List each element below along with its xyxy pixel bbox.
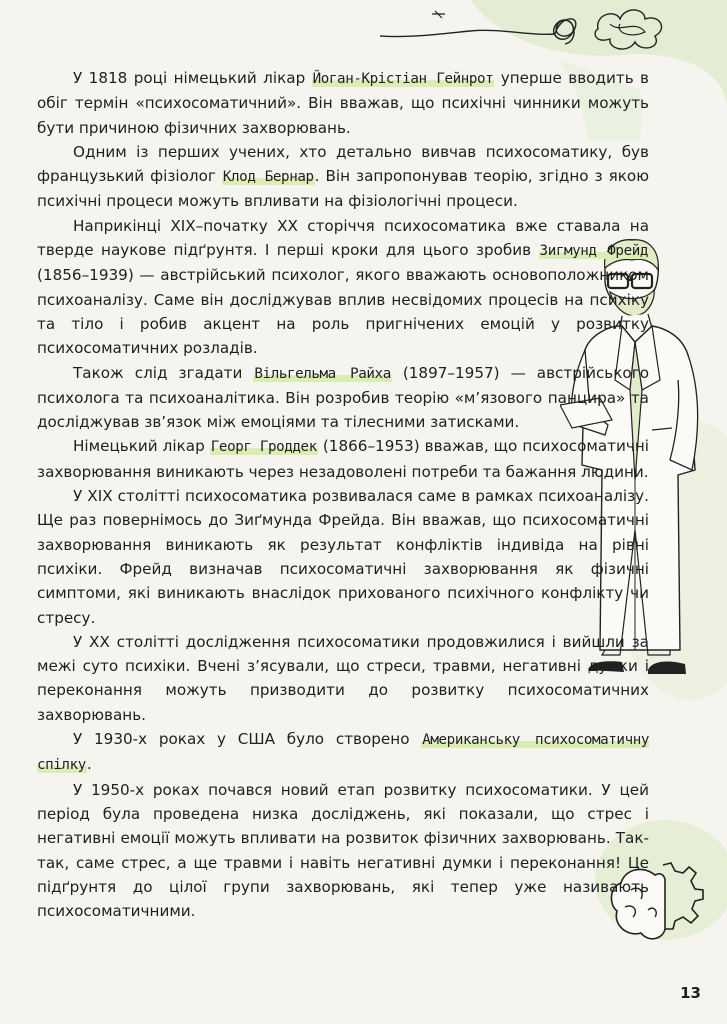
highlighted-name: Клод Бернар: [222, 169, 314, 186]
paragraph: [37, 434, 649, 484]
highlighted-name: Зигмунд Фрейд: [539, 243, 648, 260]
paragraph-text: У 1950-х роках почався новий етап розвитку психосоматики. У цей період була проведена низка досліджень, які показали, що стрес і негативні емоції можуть впливати на розвиток фізичних захворювань. Так-так, саме стрес, а ще травми і навіть негативні думки і переконання! Це підґрунтя до цілої групи захворювань, які тепер уже називають психосоматичними.: [37, 780, 649, 921]
paragraph-text: уперше вводить в обіг термін «психосоматичний». Він вважав, що психічні чинники можуть бути причиною фізичних захворювань.: [37, 69, 649, 137]
paragraph-text: Також слід згадати: [73, 363, 254, 382]
paragraph-text: Наприкінці XIX–початку XX сторіччя психосоматика вже ставала на тверде наукове підґрунтя. І перші кроки для цього зробив: [37, 216, 649, 260]
paragraph: [37, 361, 649, 435]
paragraph-text: (1866–1953) вважав, що психосоматичні захворювання виникають через незадоволені потреби та бажання людини.: [37, 437, 649, 481]
paragraph-text: .: [86, 755, 92, 774]
paragraph-text: У 1818 році німецький лікар: [73, 69, 312, 87]
paragraph: [37, 727, 649, 778]
paragraph-text: . Він запропонував теорію, згідно з якою психічні процеси можуть впливати на фізіологічні процеси.: [37, 167, 649, 211]
page-number: 13: [680, 984, 701, 1002]
paragraph-text: У XIX столітті психосоматика розвивалася саме в рамках психоаналізу. Ще раз повернімось до Зиґмунда Фрейда. Він вважав, що психосоматичні захворювання виникають як результат конфліктів індивіда на рівні психіки. Фрейд визначав психосоматичні захворювання як фізичні симптоми, які виникають внаслідок прихованого психічного конфлікту чи стресу.: [37, 487, 649, 627]
paragraph-text: Одним із перших учених, хто детально вивчав психосоматику, був французький фізіолог: [37, 142, 649, 186]
paragraph-text: У 1930-х роках у США було створено: [73, 730, 422, 749]
paragraph: [37, 484, 649, 630]
paragraph: [37, 630, 649, 727]
paragraph-text: У XX столітті дослідження психосоматики продовжилися і вийшли за межі суто психіки. Вчені з’ясували, що стреси, травми, негативні думки і переконання можуть призводити до розвитку психосоматичних захворювань.: [37, 632, 649, 724]
article-body: [37, 66, 649, 923]
paragraph-text: Німецький лікар: [73, 437, 210, 456]
paragraph-text: (1856–1939) — австрійський психолог, якого вважають основоположником психоаналізу. Саме він досліджував вплив несвідомих процесів на психіку та тіло і робив акцент на роль пригнічених емоцій у розвитку психосоматичних розладів.: [37, 266, 649, 358]
scribble-doodle-icon: [380, 6, 580, 56]
paragraph: [37, 214, 649, 361]
highlighted-name: Вільгельма Райха: [254, 365, 391, 382]
paragraph: [37, 66, 649, 140]
highlighted-name: Американську психосоматичну спілку: [37, 732, 649, 774]
scribble-cloud-icon: [590, 4, 670, 54]
paragraph-text: (1897–1957) — австрійського психолога та психоаналітика. Він розробив теорію «м’язового панцира» та досліджував зв’язок між емоціями та тілесними затисками.: [37, 363, 649, 432]
paragraph: [37, 140, 649, 214]
paragraph: [37, 778, 649, 924]
highlighted-name: Йоган-Крістіан Гейнрот: [312, 71, 494, 87]
highlighted-name: Георг Гроддек: [210, 439, 317, 456]
